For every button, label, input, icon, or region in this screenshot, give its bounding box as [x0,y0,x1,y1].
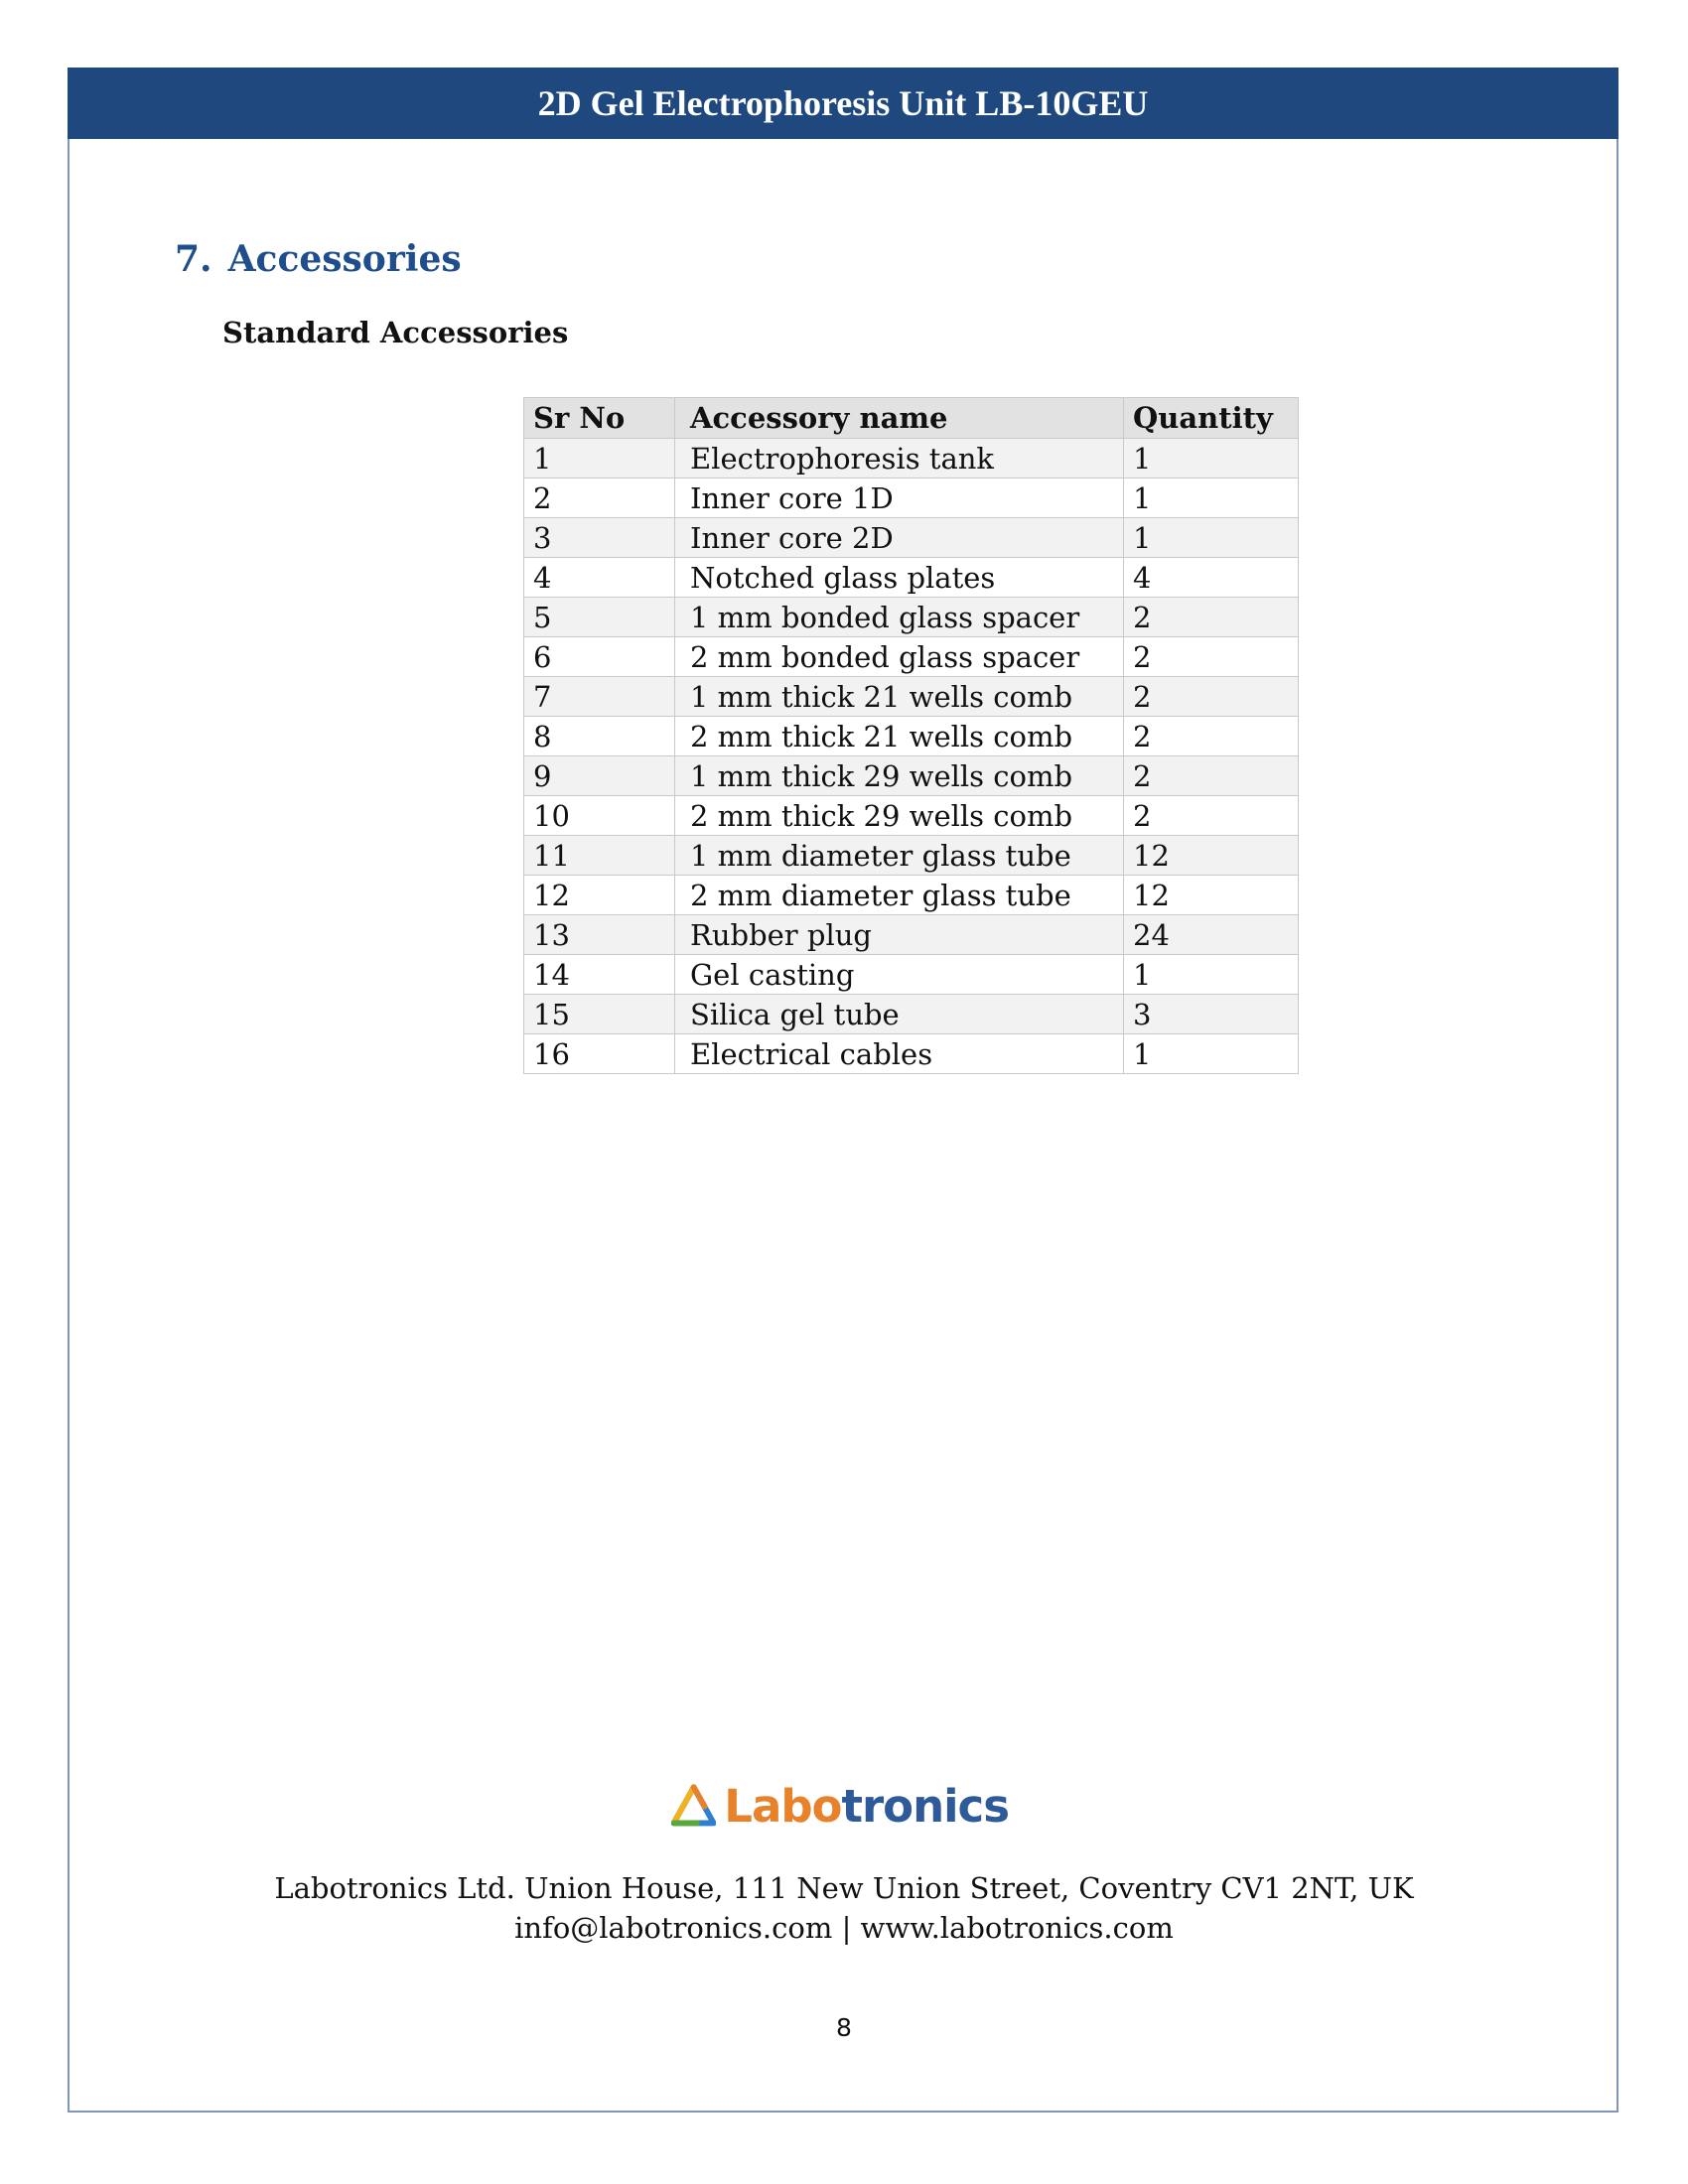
accessory-name-cell: 2 mm thick 21 wells comb [675,717,1124,756]
sr-no-cell: 3 [524,518,675,558]
table-row [524,717,1299,756]
accessory-name-cell: 2 mm diameter glass tube [675,876,1124,915]
sr-no-cell: 9 [524,756,675,796]
sr-no-cell: 14 [524,955,675,995]
accessory-name-cell: 1 mm thick 21 wells comb [675,677,1124,717]
accessory-name-cell: Electrophoresis tank [675,439,1124,478]
sr-no-cell: 4 [524,558,675,598]
quantity-cell: 4 [1124,558,1299,598]
table-row [524,955,1299,995]
table-row [524,836,1299,876]
document-title: 2D Gel Electrophoresis Unit LB-10GEU [537,83,1149,123]
footer-address: Labotronics Ltd. Union House, 111 New Union Street, Coventry CV1 2NT, UK [274,1871,1414,1905]
logo-wordmark: Labotronics [724,1779,1009,1833]
table-row [524,796,1299,836]
table-header-row [524,398,1299,439]
accessory-name-cell: 1 mm diameter glass tube [675,836,1124,876]
accessories-table [523,397,1299,1074]
column-header: Quantity [1124,398,1299,439]
sr-no-cell: 7 [524,677,675,717]
sr-no-cell: 10 [524,796,675,836]
sr-no-cell: 2 [524,478,675,518]
quantity-cell: 1 [1124,518,1299,558]
accessory-name-cell: Silica gel tube [675,995,1124,1034]
table-row [524,558,1299,598]
quantity-cell: 2 [1124,756,1299,796]
table-row [524,876,1299,915]
table-row [524,1034,1299,1074]
quantity-cell: 2 [1124,637,1299,677]
quantity-cell: 3 [1124,995,1299,1034]
accessory-name-cell: 1 mm thick 29 wells comb [675,756,1124,796]
table-row [524,598,1299,637]
quantity-cell: 1 [1124,439,1299,478]
sr-no-cell: 12 [524,876,675,915]
page-number: 8 [836,2013,852,2042]
table-row [524,439,1299,478]
quantity-cell: 2 [1124,717,1299,756]
sr-no-cell: 8 [524,717,675,756]
accessory-name-cell: 1 mm bonded glass spacer [675,598,1124,637]
table-row [524,915,1299,955]
accessory-name-cell: Electrical cables [675,1034,1124,1074]
section-number: 7. [175,238,212,280]
quantity-cell: 2 [1124,677,1299,717]
section-title: Accessories [227,238,462,280]
sr-no-cell: 11 [524,836,675,876]
table-row [524,637,1299,677]
quantity-cell: 1 [1124,955,1299,995]
quantity-cell: 1 [1124,478,1299,518]
accessory-name-cell: Inner core 2D [675,518,1124,558]
column-header: Accessory name [675,398,1124,439]
quantity-cell: 1 [1124,1034,1299,1074]
sr-no-cell: 15 [524,995,675,1034]
footer-contact: info@labotronics.com | www.labotronics.com [514,1911,1174,1945]
subheading: Standard Accessories [222,316,569,349]
table-row [524,677,1299,717]
accessory-name-cell: Rubber plug [675,915,1124,955]
triangle-logo-icon [671,1773,716,1839]
sr-no-cell: 6 [524,637,675,677]
header-bar [68,68,1618,139]
accessory-name-cell: Inner core 1D [675,478,1124,518]
column-header: Sr No [524,398,675,439]
table-row [524,518,1299,558]
table-row [524,478,1299,518]
sr-no-cell: 13 [524,915,675,955]
sr-no-cell: 5 [524,598,675,637]
sr-no-cell: 16 [524,1034,675,1074]
accessory-name-cell: Notched glass plates [675,558,1124,598]
accessory-name-cell: Gel casting [675,955,1124,995]
section-heading [175,238,462,280]
accessory-name-cell: 2 mm bonded glass spacer [675,637,1124,677]
company-logo [671,1770,1009,1842]
table-row [524,995,1299,1034]
quantity-cell: 12 [1124,836,1299,876]
accessory-name-cell: 2 mm thick 29 wells comb [675,796,1124,836]
quantity-cell: 2 [1124,796,1299,836]
quantity-cell: 24 [1124,915,1299,955]
quantity-cell: 2 [1124,598,1299,637]
table-row [524,756,1299,796]
sr-no-cell: 1 [524,439,675,478]
quantity-cell: 12 [1124,876,1299,915]
